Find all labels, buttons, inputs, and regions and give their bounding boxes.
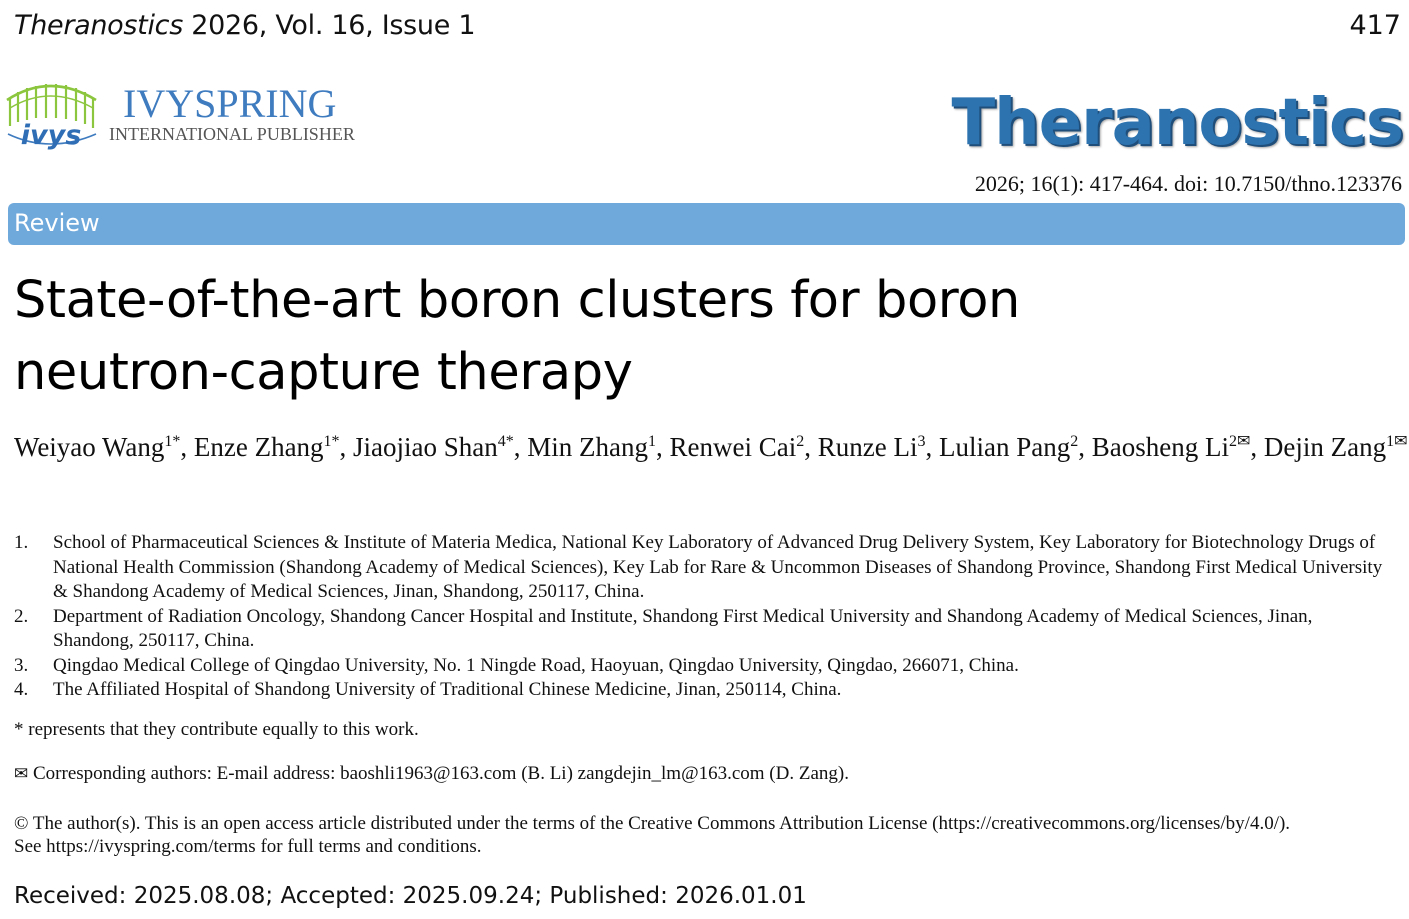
author-name: Min Zhang: [527, 432, 649, 462]
author-separator: ,: [180, 432, 194, 462]
author-separator: ,: [513, 432, 528, 462]
author-name: Enze Zhang: [193, 432, 324, 462]
author-name: Renwei Cai: [669, 432, 797, 462]
affiliation-text: School of Pharmaceutical Sciences & Institute of Materia Medica, National Key Laboratory of Advanced Drug Delivery System, Key Laboratory for Biotechnology Drugs of National Health Commission (Shandong Academy of Medical Sciences), Key Lab for Rare & Uncommon Diseases of Shandong Province, Shandong First Medical University & Shandong Academy of Medical Sciences, Jinan, Shandong, 250117, China.: [53, 532, 1383, 602]
affiliation-item: [14, 531, 1389, 605]
article-dates: Received: 2025.08.08; Accepted: 2025.09.24; Published: 2026.01.01: [14, 883, 807, 909]
affiliation-number: 1.: [14, 532, 29, 553]
affiliation-number: 2.: [14, 605, 29, 627]
author-affiliation-mark: 1*: [164, 433, 181, 450]
journal-name: Theranostics: [14, 10, 183, 41]
author-separator: ,: [804, 432, 818, 462]
journal-issue-line: [14, 10, 475, 41]
article-title: [14, 265, 1314, 409]
article-type-bar: [8, 203, 1405, 245]
author: [527, 432, 669, 462]
author-affiliation-mark: 1*: [323, 433, 340, 450]
license-line: © The author(s). This is an open access article distributed under the terms of the Creative Commons Attribution License (https://creativecommons.org/licenses/by/4.0/).: [14, 813, 1291, 834]
affiliation-item: [14, 654, 1389, 679]
author: [939, 432, 1092, 462]
author: [194, 432, 353, 462]
author: [818, 432, 939, 462]
affiliation-text: Qingdao Medical College of Qingdao University, No. 1 Ningde Road, Haoyuan, Qingdao University, Qingdao, 266071, China.: [53, 654, 1019, 676]
publisher-name: IVYSPRING: [123, 81, 337, 126]
author-affiliation-mark: 2: [796, 433, 805, 450]
license-line: See https://ivyspring.com/terms for full terms and conditions.: [14, 836, 482, 857]
affiliation-text: The Affiliated Hospital of Shandong University of Traditional Chinese Medicine, Jinan, 250114, China.: [53, 679, 842, 700]
author-list: [14, 426, 1409, 468]
author-name: Weiyao Wang: [14, 432, 165, 462]
citation-doi: 2026; 16(1): 417-464. doi: 10.7150/thno.123376: [974, 171, 1402, 196]
author-affiliation-mark: 1: [648, 433, 657, 450]
author: [1092, 432, 1264, 462]
affiliation-number: 3.: [14, 654, 29, 676]
author: [1264, 432, 1408, 462]
author-name: Jiaojiao Shan: [353, 432, 498, 462]
author-affiliation-mark: 3: [917, 433, 926, 450]
license-statement: [14, 812, 1409, 858]
author-affiliation-mark: 1✉: [1386, 433, 1408, 450]
page-number: 417: [1349, 10, 1401, 41]
corresponding-authors: [14, 763, 849, 785]
author-affiliation-mark: 2: [1070, 433, 1079, 450]
affiliation-text: Department of Radiation Oncology, Shandong Cancer Hospital and Institute, Shandong First Medical University and Shandong Academy of Medical Sciences, Jinan, Shandong, 250117, China.: [53, 605, 1313, 651]
ivyspring-logo-icon: [4, 78, 99, 153]
affiliation-item: [14, 605, 1389, 654]
envelope-icon: ✉: [14, 764, 29, 783]
author: [14, 432, 194, 462]
logo-wordmark: ivys: [20, 120, 82, 151]
author-name: Runze Li: [817, 432, 918, 462]
author: [353, 432, 527, 462]
journal-brand-logo: Theranostics: [951, 86, 1403, 160]
corresponding-text: Corresponding authors: E-mail address: baoshli1963@163.com (B. Li) zangdejin_lm@163.com (D. Zang).: [28, 763, 849, 784]
author-name: Baosheng Li: [1091, 432, 1229, 462]
article-type-label: Review: [14, 209, 100, 237]
author: [670, 432, 818, 462]
title-line: neutron-capture therapy: [14, 343, 633, 402]
publisher-subtitle: INTERNATIONAL PUBLISHER: [109, 124, 355, 144]
affiliation-item: [14, 678, 1389, 703]
author-name: Dejin Zang: [1263, 432, 1387, 462]
author-separator: ,: [925, 432, 939, 462]
author-separator: ,: [1078, 432, 1092, 462]
author-affiliation-mark: 4*: [497, 433, 514, 450]
author-name: Lulian Pang: [939, 432, 1071, 462]
author-affiliation-mark: 2✉: [1228, 433, 1251, 450]
affiliation-number: 4.: [14, 679, 29, 700]
author-separator: ,: [1250, 432, 1264, 462]
author-separator: ,: [656, 432, 670, 462]
journal-volume-issue: 2026, Vol. 16, Issue 1: [182, 10, 476, 41]
equal-contribution-note: * represents that they contribute equally to this work.: [14, 719, 419, 740]
author-separator: ,: [339, 432, 354, 462]
title-line: State-of-the-art boron clusters for boron: [14, 271, 1020, 330]
affiliation-list: [14, 531, 1389, 703]
